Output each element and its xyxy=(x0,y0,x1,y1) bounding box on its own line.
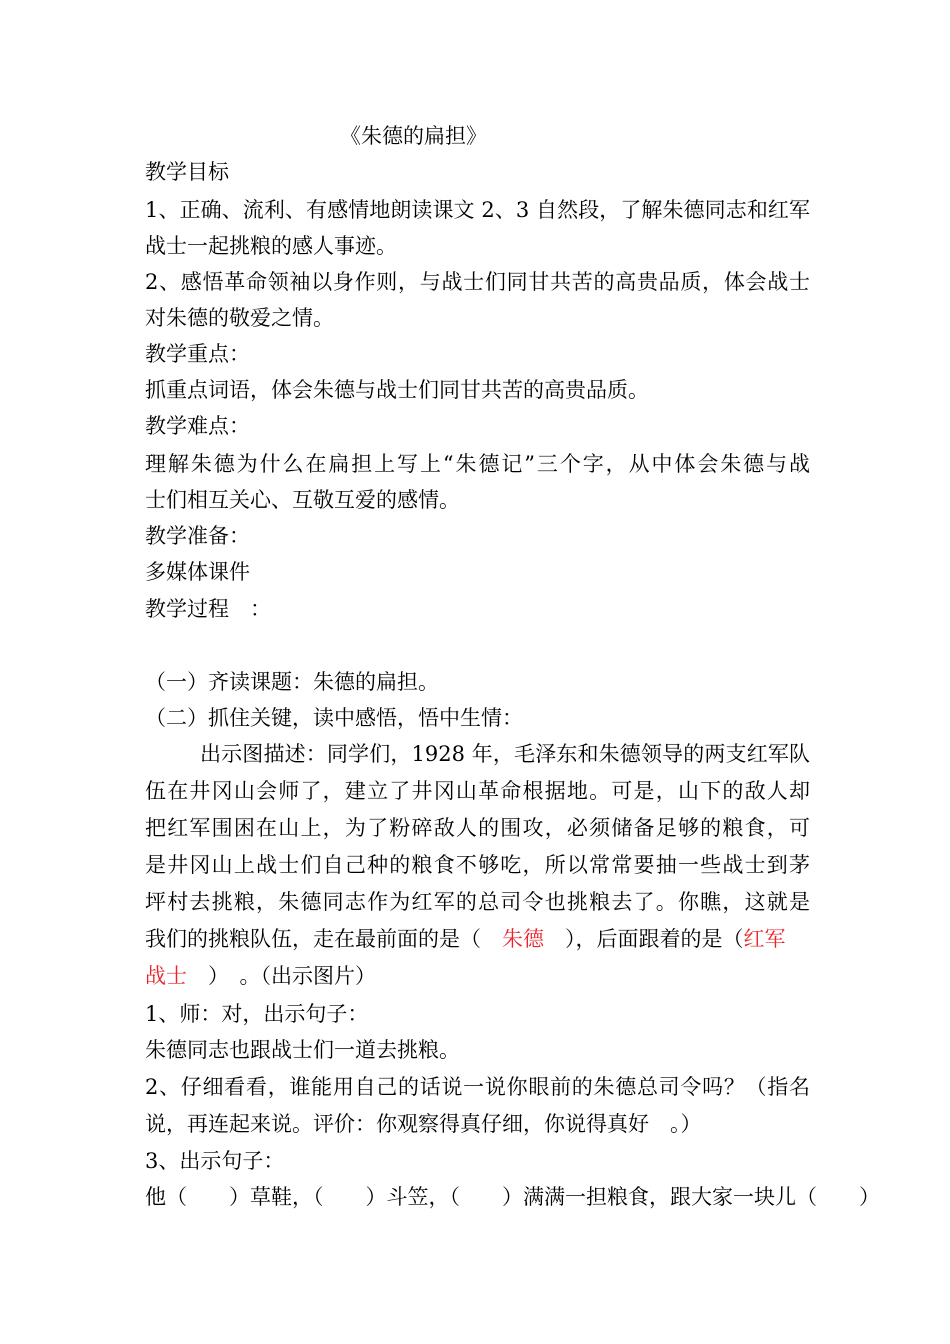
doc-title: 《朱德的扁担》 xyxy=(340,124,487,148)
paragraph-line: 1、正确、流利、有感情地朗读课文 2、3 自然段，了解朱德同志和红军 xyxy=(145,198,810,222)
section-one: （一）齐读课题：朱德的扁担。 xyxy=(145,670,439,694)
paragraph-line: 士们相互关心、互敬互爱的感情。 xyxy=(145,488,460,512)
heading-preparation: 教学准备： xyxy=(145,524,250,548)
fill-blank-sentence: 他（ ）草鞋，（ ）斗笠，（ ）满满一担粮食，跟大家一块儿（ ） xyxy=(145,1185,880,1209)
answer-zhu-de: 朱德 xyxy=(502,927,544,951)
paragraph-line: 抓重点词语，体会朱德与战士们同甘共苦的高贵品质。 xyxy=(145,378,649,402)
step-two: 2、仔细看看，谁能用自己的话说一说你眼前的朱德总司令吗？（指名 xyxy=(145,1075,810,1099)
answer-soldiers: 战士 xyxy=(145,964,187,988)
fill-text: 我们的挑粮队伍，走在最前面的是（ xyxy=(145,927,502,951)
fill-blank-line xyxy=(145,925,810,953)
answer-red-army: 红军 xyxy=(743,927,786,951)
paragraph-line: 坪村去挑粮，朱德同志作为红军的总司令也挑粮去了。你瞧，这就是 xyxy=(145,890,810,914)
fill-blank-line xyxy=(145,962,810,990)
example-sentence: 朱德同志也跟战士们一道去挑粮。 xyxy=(145,1038,460,1062)
step-three: 3、出示句子： xyxy=(145,1149,285,1173)
heading-objectives: 教学目标 xyxy=(145,160,229,184)
paragraph-line: 出示图描述：同学们，1928 年，毛泽东和朱德领导的两支红军队 xyxy=(200,742,810,766)
paragraph-line: 2、感悟革命领袖以身作则，与战士们同甘共苦的高贵品质，体会战士 xyxy=(145,270,810,294)
step-one: 1、师：对，出示句子： xyxy=(145,1002,369,1026)
paragraph-line: 理解朱德为什么在扁担上写上“朱德记”三个字，从中体会朱德与战 xyxy=(145,452,810,476)
heading-key-points: 教学重点： xyxy=(145,342,250,366)
fill-text: ），后面跟着的是（ xyxy=(544,927,744,951)
paragraph-line: 是井冈山上战士们自己种的粮食不够吃，所以常常要抽一些战士到茅 xyxy=(145,853,810,877)
paragraph-line: 说，再连起来说。评价：你观察得真仔细，你说得真好 。） xyxy=(145,1112,702,1136)
paragraph-line: 把红军围困在山上，为了粉碎敌人的围攻，必须储备足够的粮食，可 xyxy=(145,816,810,840)
paragraph-line: 伍在井冈山会师了，建立了井冈山革命根据地。可是，山下的敌人却 xyxy=(145,779,810,803)
paragraph-line: 战士一起挑粮的感人事迹。 xyxy=(145,234,397,258)
paragraph-line: 对朱德的敬爱之情。 xyxy=(145,306,334,330)
heading-difficulties: 教学难点： xyxy=(145,414,250,438)
heading-process: 教学过程 ： xyxy=(145,597,271,621)
fill-text: ） 。（出示图片） xyxy=(187,964,376,988)
section-two: （二）抓住关键，读中感悟，悟中生情： xyxy=(145,706,523,730)
paragraph-line: 多媒体课件 xyxy=(145,560,250,584)
